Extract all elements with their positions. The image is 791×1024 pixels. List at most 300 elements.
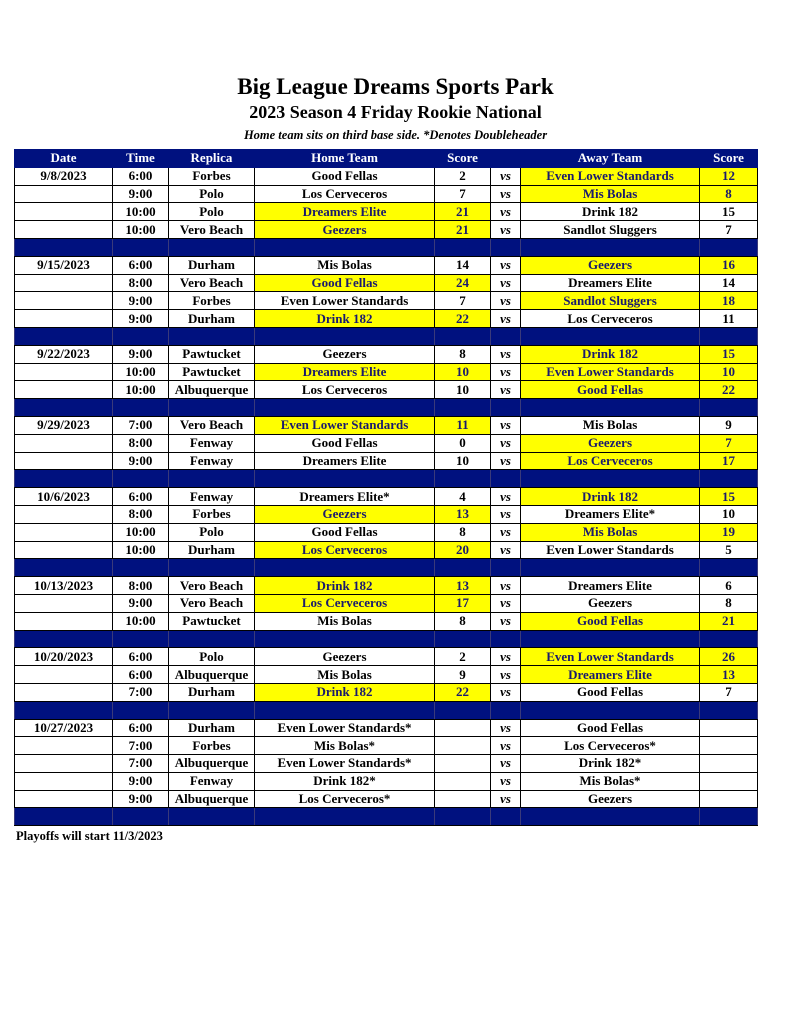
home-team-cell: Even Lower Standards* xyxy=(255,755,435,773)
table-row xyxy=(15,772,758,790)
home-team-cell: Good Fellas xyxy=(255,274,435,292)
date-cell: 10/13/2023 xyxy=(15,577,113,595)
vs-cell: vs xyxy=(491,755,521,773)
home-team-cell: Mis Bolas* xyxy=(255,737,435,755)
vs-cell: vs xyxy=(491,790,521,808)
table-row xyxy=(15,737,758,755)
vs-cell: vs xyxy=(491,416,521,434)
date-cell xyxy=(15,612,113,630)
date-cell: 9/22/2023 xyxy=(15,345,113,363)
separator-cell xyxy=(169,559,255,577)
separator-row xyxy=(15,327,758,345)
away-team-cell: Geezers xyxy=(521,790,700,808)
home-score-cell: 2 xyxy=(435,648,491,666)
away-team-cell: Good Fellas xyxy=(521,719,700,737)
table-row xyxy=(15,666,758,684)
table-row xyxy=(15,345,758,363)
replica-cell: Vero Beach xyxy=(169,416,255,434)
home-team-cell: Geezers xyxy=(255,505,435,523)
date-cell xyxy=(15,683,113,701)
home-score-cell xyxy=(435,719,491,737)
date-cell: 10/20/2023 xyxy=(15,648,113,666)
away-score-cell: 11 xyxy=(700,310,758,328)
vs-cell: vs xyxy=(491,203,521,221)
table-row xyxy=(15,648,758,666)
separator-cell xyxy=(435,470,491,488)
date-cell xyxy=(15,505,113,523)
separator-cell xyxy=(169,327,255,345)
table-row xyxy=(15,167,758,185)
date-cell: 10/27/2023 xyxy=(15,719,113,737)
date-cell xyxy=(15,274,113,292)
table-row xyxy=(15,488,758,506)
time-cell: 9:00 xyxy=(113,185,169,203)
replica-cell: Forbes xyxy=(169,737,255,755)
time-cell: 10:00 xyxy=(113,541,169,559)
home-team-cell: Los Cerveceros xyxy=(255,594,435,612)
away-team-cell: Los Cerveceros xyxy=(521,452,700,470)
table-row xyxy=(15,505,758,523)
vs-cell: vs xyxy=(491,221,521,239)
home-score-cell: 20 xyxy=(435,541,491,559)
replica-cell: Fenway xyxy=(169,772,255,790)
away-score-cell: 10 xyxy=(700,505,758,523)
table-row xyxy=(15,256,758,274)
home-score-cell: 22 xyxy=(435,683,491,701)
date-cell xyxy=(15,737,113,755)
separator-cell xyxy=(113,808,169,826)
separator-cell xyxy=(113,470,169,488)
separator-cell xyxy=(15,808,113,826)
time-cell: 10:00 xyxy=(113,381,169,399)
separator-cell xyxy=(435,808,491,826)
replica-cell: Pawtucket xyxy=(169,363,255,381)
home-score-cell: 10 xyxy=(435,381,491,399)
home-team-cell: Even Lower Standards xyxy=(255,292,435,310)
time-cell: 9:00 xyxy=(113,345,169,363)
vs-cell: vs xyxy=(491,434,521,452)
time-cell: 6:00 xyxy=(113,256,169,274)
away-team-cell: Mis Bolas xyxy=(521,416,700,434)
away-team-cell: Dreamers Elite* xyxy=(521,505,700,523)
header-replica: Replica xyxy=(169,150,255,168)
separator-cell xyxy=(15,470,113,488)
separator-cell xyxy=(521,630,700,648)
separator-cell xyxy=(169,808,255,826)
time-cell: 10:00 xyxy=(113,221,169,239)
away-team-cell: Drink 182 xyxy=(521,345,700,363)
away-score-cell xyxy=(700,772,758,790)
home-team-cell: Good Fellas xyxy=(255,434,435,452)
away-score-cell: 8 xyxy=(700,594,758,612)
home-team-cell: Dreamers Elite* xyxy=(255,488,435,506)
vs-cell: vs xyxy=(491,648,521,666)
table-row xyxy=(15,203,758,221)
home-team-cell: Drink 182 xyxy=(255,310,435,328)
schedule-table xyxy=(14,149,758,826)
replica-cell: Polo xyxy=(169,185,255,203)
separator-row xyxy=(15,399,758,417)
away-score-cell xyxy=(700,790,758,808)
date-cell xyxy=(15,381,113,399)
separator-cell xyxy=(113,238,169,256)
separator-cell xyxy=(255,630,435,648)
separator-cell xyxy=(113,559,169,577)
separator-cell xyxy=(255,470,435,488)
table-row xyxy=(15,452,758,470)
table-row xyxy=(15,790,758,808)
separator-cell xyxy=(15,399,113,417)
table-row xyxy=(15,363,758,381)
vs-cell: vs xyxy=(491,452,521,470)
away-score-cell: 15 xyxy=(700,488,758,506)
separator-cell xyxy=(435,559,491,577)
away-team-cell: Los Cerveceros* xyxy=(521,737,700,755)
home-score-cell: 7 xyxy=(435,185,491,203)
separator-cell xyxy=(113,327,169,345)
vs-cell: vs xyxy=(491,345,521,363)
away-score-cell: 6 xyxy=(700,577,758,595)
vs-cell: vs xyxy=(491,363,521,381)
separator-cell xyxy=(700,399,758,417)
home-team-cell: Geezers xyxy=(255,648,435,666)
replica-cell: Durham xyxy=(169,310,255,328)
away-team-cell: Dreamers Elite xyxy=(521,274,700,292)
vs-cell: vs xyxy=(491,505,521,523)
away-score-cell: 21 xyxy=(700,612,758,630)
vs-cell: vs xyxy=(491,594,521,612)
time-cell: 7:00 xyxy=(113,416,169,434)
separator-cell xyxy=(113,701,169,719)
header-home-score: Score xyxy=(435,150,491,168)
header-home-team: Home Team xyxy=(255,150,435,168)
home-team-cell: Mis Bolas xyxy=(255,666,435,684)
table-row xyxy=(15,274,758,292)
separator-cell xyxy=(113,630,169,648)
replica-cell: Forbes xyxy=(169,505,255,523)
home-score-cell: 17 xyxy=(435,594,491,612)
separator-cell xyxy=(15,559,113,577)
away-score-cell: 26 xyxy=(700,648,758,666)
replica-cell: Forbes xyxy=(169,292,255,310)
away-score-cell: 15 xyxy=(700,345,758,363)
home-team-cell: Good Fellas xyxy=(255,167,435,185)
vs-cell: vs xyxy=(491,167,521,185)
separator-cell xyxy=(700,808,758,826)
separator-cell xyxy=(435,238,491,256)
home-team-cell: Geezers xyxy=(255,221,435,239)
playoffs-note: Playoffs will start 11/3/2023 xyxy=(16,829,163,843)
away-team-cell: Dreamers Elite xyxy=(521,577,700,595)
time-cell: 7:00 xyxy=(113,755,169,773)
date-cell: 9/29/2023 xyxy=(15,416,113,434)
away-score-cell: 7 xyxy=(700,221,758,239)
away-score-cell: 9 xyxy=(700,416,758,434)
replica-cell: Durham xyxy=(169,541,255,559)
date-cell xyxy=(15,541,113,559)
away-team-cell: Sandlot Sluggers xyxy=(521,292,700,310)
separator-cell xyxy=(700,701,758,719)
header-away-team: Away Team xyxy=(521,150,700,168)
time-cell: 9:00 xyxy=(113,310,169,328)
away-score-cell: 22 xyxy=(700,381,758,399)
home-team-cell: Mis Bolas xyxy=(255,612,435,630)
replica-cell: Albuquerque xyxy=(169,381,255,399)
home-team-cell: Geezers xyxy=(255,345,435,363)
date-cell xyxy=(15,221,113,239)
separator-cell xyxy=(435,399,491,417)
vs-cell: vs xyxy=(491,488,521,506)
away-team-cell: Sandlot Sluggers xyxy=(521,221,700,239)
separator-cell xyxy=(491,399,521,417)
away-team-cell: Drink 182 xyxy=(521,488,700,506)
home-score-cell: 0 xyxy=(435,434,491,452)
separator-cell xyxy=(700,470,758,488)
replica-cell: Vero Beach xyxy=(169,594,255,612)
away-team-cell: Mis Bolas xyxy=(521,523,700,541)
vs-cell: vs xyxy=(491,577,521,595)
home-score-cell: 21 xyxy=(435,203,491,221)
table-row xyxy=(15,434,758,452)
away-score-cell: 16 xyxy=(700,256,758,274)
home-score-cell: 13 xyxy=(435,505,491,523)
away-score-cell: 19 xyxy=(700,523,758,541)
home-score-cell: 11 xyxy=(435,416,491,434)
separator-cell xyxy=(15,327,113,345)
schedule-body xyxy=(15,167,758,825)
away-score-cell: 7 xyxy=(700,683,758,701)
separator-cell xyxy=(491,559,521,577)
vs-cell: vs xyxy=(491,719,521,737)
home-team-cell: Los Cerveceros xyxy=(255,381,435,399)
away-team-cell: Even Lower Standards xyxy=(521,363,700,381)
separator-cell xyxy=(521,327,700,345)
away-score-cell: 12 xyxy=(700,167,758,185)
separator-row xyxy=(15,630,758,648)
replica-cell: Polo xyxy=(169,203,255,221)
date-cell xyxy=(15,666,113,684)
date-cell: 9/15/2023 xyxy=(15,256,113,274)
home-team-cell: Dreamers Elite xyxy=(255,452,435,470)
replica-cell: Forbes xyxy=(169,167,255,185)
separator-cell xyxy=(491,630,521,648)
separator-cell xyxy=(700,630,758,648)
separator-row xyxy=(15,470,758,488)
date-cell xyxy=(15,434,113,452)
separator-cell xyxy=(113,399,169,417)
table-row xyxy=(15,185,758,203)
vs-cell: vs xyxy=(491,256,521,274)
separator-cell xyxy=(169,399,255,417)
page-subtitle: 2023 Season 4 Friday Rookie National xyxy=(249,102,542,122)
date-cell xyxy=(15,772,113,790)
vs-cell: vs xyxy=(491,612,521,630)
table-row xyxy=(15,310,758,328)
home-team-cell: Good Fellas xyxy=(255,523,435,541)
time-cell: 6:00 xyxy=(113,488,169,506)
separator-cell xyxy=(15,701,113,719)
time-cell: 8:00 xyxy=(113,505,169,523)
separator-cell xyxy=(521,399,700,417)
date-cell xyxy=(15,452,113,470)
table-row xyxy=(15,594,758,612)
table-row xyxy=(15,719,758,737)
vs-cell: vs xyxy=(491,772,521,790)
time-cell: 9:00 xyxy=(113,772,169,790)
vs-cell: vs xyxy=(491,666,521,684)
time-cell: 6:00 xyxy=(113,648,169,666)
separator-cell xyxy=(255,559,435,577)
away-team-cell: Even Lower Standards xyxy=(521,648,700,666)
home-score-cell: 21 xyxy=(435,221,491,239)
time-cell: 10:00 xyxy=(113,363,169,381)
time-cell: 10:00 xyxy=(113,612,169,630)
away-team-cell: Good Fellas xyxy=(521,683,700,701)
separator-cell xyxy=(255,399,435,417)
away-team-cell: Dreamers Elite xyxy=(521,666,700,684)
replica-cell: Vero Beach xyxy=(169,577,255,595)
table-row xyxy=(15,683,758,701)
separator-cell xyxy=(700,327,758,345)
time-cell: 8:00 xyxy=(113,274,169,292)
away-team-cell: Even Lower Standards xyxy=(521,541,700,559)
separator-cell xyxy=(521,470,700,488)
time-cell: 10:00 xyxy=(113,523,169,541)
away-team-cell: Geezers xyxy=(521,594,700,612)
date-cell xyxy=(15,203,113,221)
replica-cell: Vero Beach xyxy=(169,221,255,239)
separator-cell xyxy=(15,630,113,648)
away-team-cell: Drink 182* xyxy=(521,755,700,773)
separator-cell xyxy=(169,630,255,648)
home-team-cell: Drink 182 xyxy=(255,577,435,595)
replica-cell: Albuquerque xyxy=(169,666,255,684)
table-row xyxy=(15,523,758,541)
separator-cell xyxy=(435,630,491,648)
separator-row xyxy=(15,701,758,719)
home-score-cell: 4 xyxy=(435,488,491,506)
home-score-cell: 14 xyxy=(435,256,491,274)
away-score-cell xyxy=(700,719,758,737)
header-date: Date xyxy=(15,150,113,168)
time-cell: 8:00 xyxy=(113,434,169,452)
home-score-cell: 8 xyxy=(435,345,491,363)
replica-cell: Albuquerque xyxy=(169,790,255,808)
date-cell xyxy=(15,310,113,328)
page-title: Big League Dreams Sports Park xyxy=(237,74,554,99)
away-score-cell: 10 xyxy=(700,363,758,381)
away-team-cell: Drink 182 xyxy=(521,203,700,221)
replica-cell: Durham xyxy=(169,683,255,701)
schedule-note: Home team sits on third base side. *Denotes Doubleheader xyxy=(243,128,548,142)
away-team-cell: Even Lower Standards xyxy=(521,167,700,185)
time-cell: 9:00 xyxy=(113,292,169,310)
vs-cell: vs xyxy=(491,274,521,292)
vs-cell: vs xyxy=(491,185,521,203)
replica-cell: Vero Beach xyxy=(169,274,255,292)
home-score-cell xyxy=(435,790,491,808)
date-cell xyxy=(15,594,113,612)
separator-cell xyxy=(169,470,255,488)
separator-cell xyxy=(255,701,435,719)
home-team-cell: Los Cerveceros xyxy=(255,185,435,203)
away-team-cell: Good Fellas xyxy=(521,381,700,399)
separator-cell xyxy=(521,701,700,719)
table-row xyxy=(15,577,758,595)
home-score-cell: 2 xyxy=(435,167,491,185)
date-cell xyxy=(15,363,113,381)
separator-cell xyxy=(169,701,255,719)
separator-cell xyxy=(491,470,521,488)
replica-cell: Albuquerque xyxy=(169,755,255,773)
date-cell xyxy=(15,523,113,541)
time-cell: 9:00 xyxy=(113,790,169,808)
table-row xyxy=(15,416,758,434)
home-team-cell: Dreamers Elite xyxy=(255,363,435,381)
home-score-cell xyxy=(435,755,491,773)
time-cell: 6:00 xyxy=(113,167,169,185)
away-team-cell: Mis Bolas xyxy=(521,185,700,203)
separator-cell xyxy=(491,701,521,719)
away-score-cell: 15 xyxy=(700,203,758,221)
date-cell xyxy=(15,790,113,808)
table-row xyxy=(15,292,758,310)
home-score-cell: 24 xyxy=(435,274,491,292)
away-team-cell: Good Fellas xyxy=(521,612,700,630)
home-score-cell xyxy=(435,737,491,755)
separator-cell xyxy=(255,327,435,345)
separator-cell xyxy=(700,559,758,577)
away-score-cell: 7 xyxy=(700,434,758,452)
table-row xyxy=(15,541,758,559)
home-score-cell xyxy=(435,772,491,790)
home-team-cell: Los Cerveceros xyxy=(255,541,435,559)
date-cell xyxy=(15,755,113,773)
header-vs xyxy=(491,150,521,168)
time-cell: 8:00 xyxy=(113,577,169,595)
table-row xyxy=(15,612,758,630)
away-score-cell: 13 xyxy=(700,666,758,684)
away-team-cell: Mis Bolas* xyxy=(521,772,700,790)
vs-cell: vs xyxy=(491,523,521,541)
separator-cell xyxy=(491,808,521,826)
home-score-cell: 10 xyxy=(435,452,491,470)
separator-cell xyxy=(435,327,491,345)
away-team-cell: Geezers xyxy=(521,434,700,452)
home-team-cell: Mis Bolas xyxy=(255,256,435,274)
date-cell xyxy=(15,292,113,310)
separator-cell xyxy=(491,327,521,345)
away-score-cell: 5 xyxy=(700,541,758,559)
table-row xyxy=(15,755,758,773)
away-score-cell: 14 xyxy=(700,274,758,292)
home-team-cell: Even Lower Standards* xyxy=(255,719,435,737)
away-score-cell: 18 xyxy=(700,292,758,310)
separator-cell xyxy=(255,808,435,826)
time-cell: 6:00 xyxy=(113,666,169,684)
vs-cell: vs xyxy=(491,541,521,559)
replica-cell: Fenway xyxy=(169,452,255,470)
home-team-cell: Los Cerveceros* xyxy=(255,790,435,808)
time-cell: 9:00 xyxy=(113,594,169,612)
replica-cell: Fenway xyxy=(169,434,255,452)
home-team-cell: Even Lower Standards xyxy=(255,416,435,434)
vs-cell: vs xyxy=(491,683,521,701)
away-team-cell: Los Cerveceros xyxy=(521,310,700,328)
separator-cell xyxy=(15,238,113,256)
header-time: Time xyxy=(113,150,169,168)
date-cell: 10/6/2023 xyxy=(15,488,113,506)
